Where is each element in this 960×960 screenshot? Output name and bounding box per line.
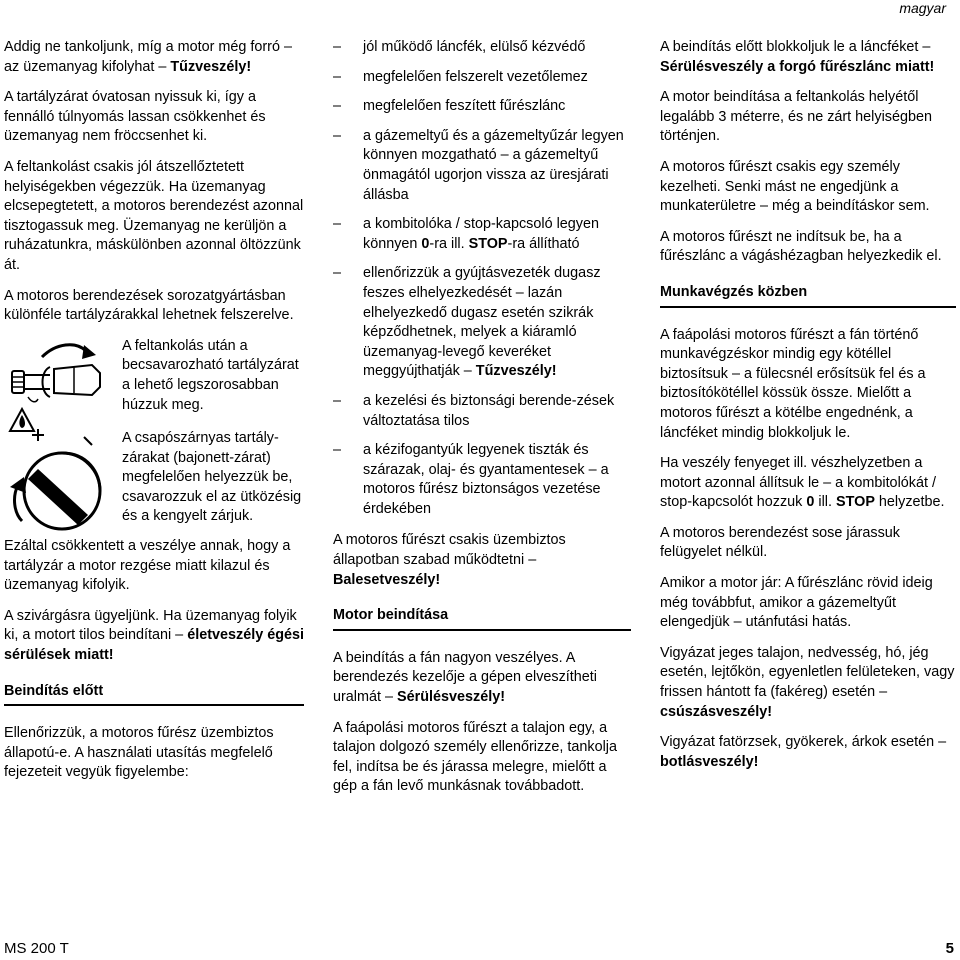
figure-screw-cap — [4, 337, 304, 415]
section-heading: Munkavégzés közben — [660, 283, 956, 308]
paragraph — [4, 607, 304, 666]
figure-bayonet-cap — [4, 429, 304, 527]
warning-text: Sérülésveszély! — [397, 689, 506, 706]
paragraph-text: helyzetbe. — [874, 494, 945, 511]
warning-text: Tűzveszély! — [170, 58, 252, 75]
paragraph-text: Ha veszély fenyeget ill. vészhelyzetben a motort azonnal állítsuk le – a kombitolókát / stop-kapcsolót hozzuk — [660, 455, 936, 511]
section-heading: Beindítás előtt — [4, 682, 304, 707]
warning-text: Balesetveszély! — [333, 571, 441, 588]
list-item: – a gázemeltyű és a gázemeltyűzár legyen könnyen mozgatható – a gázemeltyű önmagától ugorjon vissza az üresjárati állásba — [333, 127, 631, 205]
paragraph: A motoros berendezések sorozatgyártásban különféle tartályzárakkal lehetnek felszerelve. — [4, 287, 294, 324]
emphasis: STOP — [836, 494, 875, 511]
list-item: – jól működő láncfék, elülső kézvédő — [333, 38, 631, 58]
paragraph: A motoros fűrészt ne indítsuk be, ha a fűrészlánc a vágáshézagban helyezkedik el. — [660, 228, 942, 265]
list-text: ellenőrizzük a gyújtásvezeték dugasz feszes elhelyezkedését – lazán elhelyezkedő dugasz esetén szikrák képződhetnek, melyek a kiáramló üzemanyag-levegő keveréket meggyújthatják – — [363, 265, 601, 380]
paragraph — [4, 38, 304, 77]
figure-caption: A csapószárnyas tartály-zárakat (bajonett-zárat) megfelelően helyezzük be, csavarozzuk el az ütközésig és a kengyelt zárjuk. — [122, 430, 302, 525]
section-heading: Motor beindítása — [333, 606, 631, 631]
paragraph-text: ill. — [814, 494, 836, 511]
checklist — [333, 38, 631, 519]
screw-cap-illustration — [4, 337, 114, 437]
paragraph: Amikor a motor jár: A fűrészlánc rövid ideig még továbbfut, amikor a gázemeltyűt elengedjük – utánfutási hatás. — [660, 575, 933, 631]
paragraph — [660, 454, 956, 513]
paragraph-text: A beindítás előtt blokkoljuk le a láncféket – — [660, 39, 931, 55]
paragraph: Ellenőrizzük, a motoros fűrész üzembiztos állapotú-e. A használati utasítás megfelelő fejezeteit vegyük figyelembe: — [4, 725, 274, 781]
paragraph — [660, 733, 956, 772]
paragraph-text: Vigyázat fatörzsek, gyökerek, árkok esetén – — [660, 734, 947, 751]
column-3 — [660, 38, 956, 783]
paragraph — [660, 38, 956, 77]
paragraph: Ezáltal csökkentett a veszélye annak, hogy a tartályzár a motor rezgése miatt kilazul és üzemanyag kifolyik. — [4, 538, 291, 594]
paragraph-text: Addig ne tankoljunk, míg a motor még forró – az üzemanyag kifolyhat – — [4, 39, 292, 75]
warning-text: életveszély égési sérülések miatt! — [4, 627, 304, 664]
emphasis: 0 — [806, 494, 815, 511]
paragraph: A motor beindítása a feltankolás helyétől legalább 3 méterre, és ne zárt helyiségben történjen. — [660, 89, 932, 145]
emphasis: 0 — [421, 235, 430, 252]
warning-text: csúszásveszély! — [660, 703, 773, 720]
model-name: MS 200 T — [4, 940, 69, 957]
figure-caption: A feltankolás után a becsavarozható tartályzárat a lehető legszorosabban húzzuk meg. — [122, 337, 299, 413]
language-label: magyar — [899, 0, 946, 16]
warning-text: Tűzveszély! — [475, 363, 557, 380]
list-item: – a kézifogantyúk legyenek tiszták és szárazak, olaj- és gyantamentesek – a motoros fűrész biztonságos vezetése érdekében — [333, 441, 631, 519]
list-text: a kombitolóka / stop-kapcsoló legyen könnyen — [363, 216, 599, 252]
paragraph-text: A beindítás a fán nagyon veszélyes. A berendezés kezelője a gépen elveszítheti uralmát – — [333, 649, 598, 706]
emphasis: STOP — [468, 235, 508, 252]
warning-text: Sérülésveszély a forgó fűrészlánc miatt! — [660, 58, 935, 75]
paragraph: A tartályzárat óvatosan nyissuk ki, így a fennálló túlnyomás lassan csökkenhet és üzemanyag nem fröccsenhet ki. — [4, 89, 266, 145]
page-number: 5 — [945, 940, 954, 957]
list-item: – megfelelően feszített fűrészlánc — [333, 97, 631, 117]
list-text: -ra állítható — [507, 235, 580, 252]
paragraph: A feltankolást csakis jól átszellőztetett helyiségekben végezzük. Ha üzemanyag elcsepegtetett, a motoros berendezést azonnal tisztogassuk meg. Üzemanyag ne kerüljön a ruházatunkra, máskülönben azonnal öltözzünk át. — [4, 158, 304, 273]
paragraph-text: A szivárgásra ügyeljünk. Ha üzemanyag folyik ki, a motort tilos beindítani – — [4, 607, 297, 644]
paragraph — [660, 644, 956, 722]
paragraph: A motoros fűrészt csakis egy személy kezelheti. Senki mást ne engedjünk a munkaterületre – még a beindításkor sem. — [660, 158, 930, 215]
paragraph — [333, 531, 631, 590]
list-item: – a kezelési és biztonsági berende-zések változtatása tilos — [333, 392, 631, 431]
paragraph: A faápolási motoros fűrészt a fán történő munkavégzéskor mindig egy kötéllel biztosítsuk – a fülecsnél erősítsük fel és a biztosítókötéllel kössük össze. Mielőtt a motoros fűrészt a kötélbe engednénk, a láncféket mindig blokkoljuk le. — [660, 326, 926, 441]
paragraph: A motoros berendezést sose járassuk felügyelet nélkül. — [660, 524, 900, 561]
column-2 — [333, 38, 631, 808]
list-item — [333, 264, 631, 382]
paragraph-text: A motoros fűrészt csakis üzembiztos állapotban szabad működtetni – — [333, 532, 566, 569]
list-text: -ra ill. — [429, 235, 469, 252]
list-item: – megfelelően felszerelt vezetőlemez — [333, 68, 631, 88]
paragraph — [333, 649, 631, 708]
list-item — [333, 215, 631, 254]
paragraph: A faápolási motoros fűrészt a talajon egy, a talajon dolgozó személy ellenőrizze, tankolja fel, indítsa be és járassa melegre, mielőtt a gép a fán levő munkásnak továbbadott. — [333, 719, 617, 795]
bayonet-cap-illustration — [4, 429, 114, 539]
column-1 — [4, 38, 304, 794]
warning-text: botlásveszély! — [660, 753, 759, 770]
paragraph-text: Vigyázat jeges talajon, nedvesség, hó, jég esetén, lejtőkön, egyenletlen felületeken, vagy frissen hántott fa (fakéreg) esetén – — [660, 644, 955, 701]
